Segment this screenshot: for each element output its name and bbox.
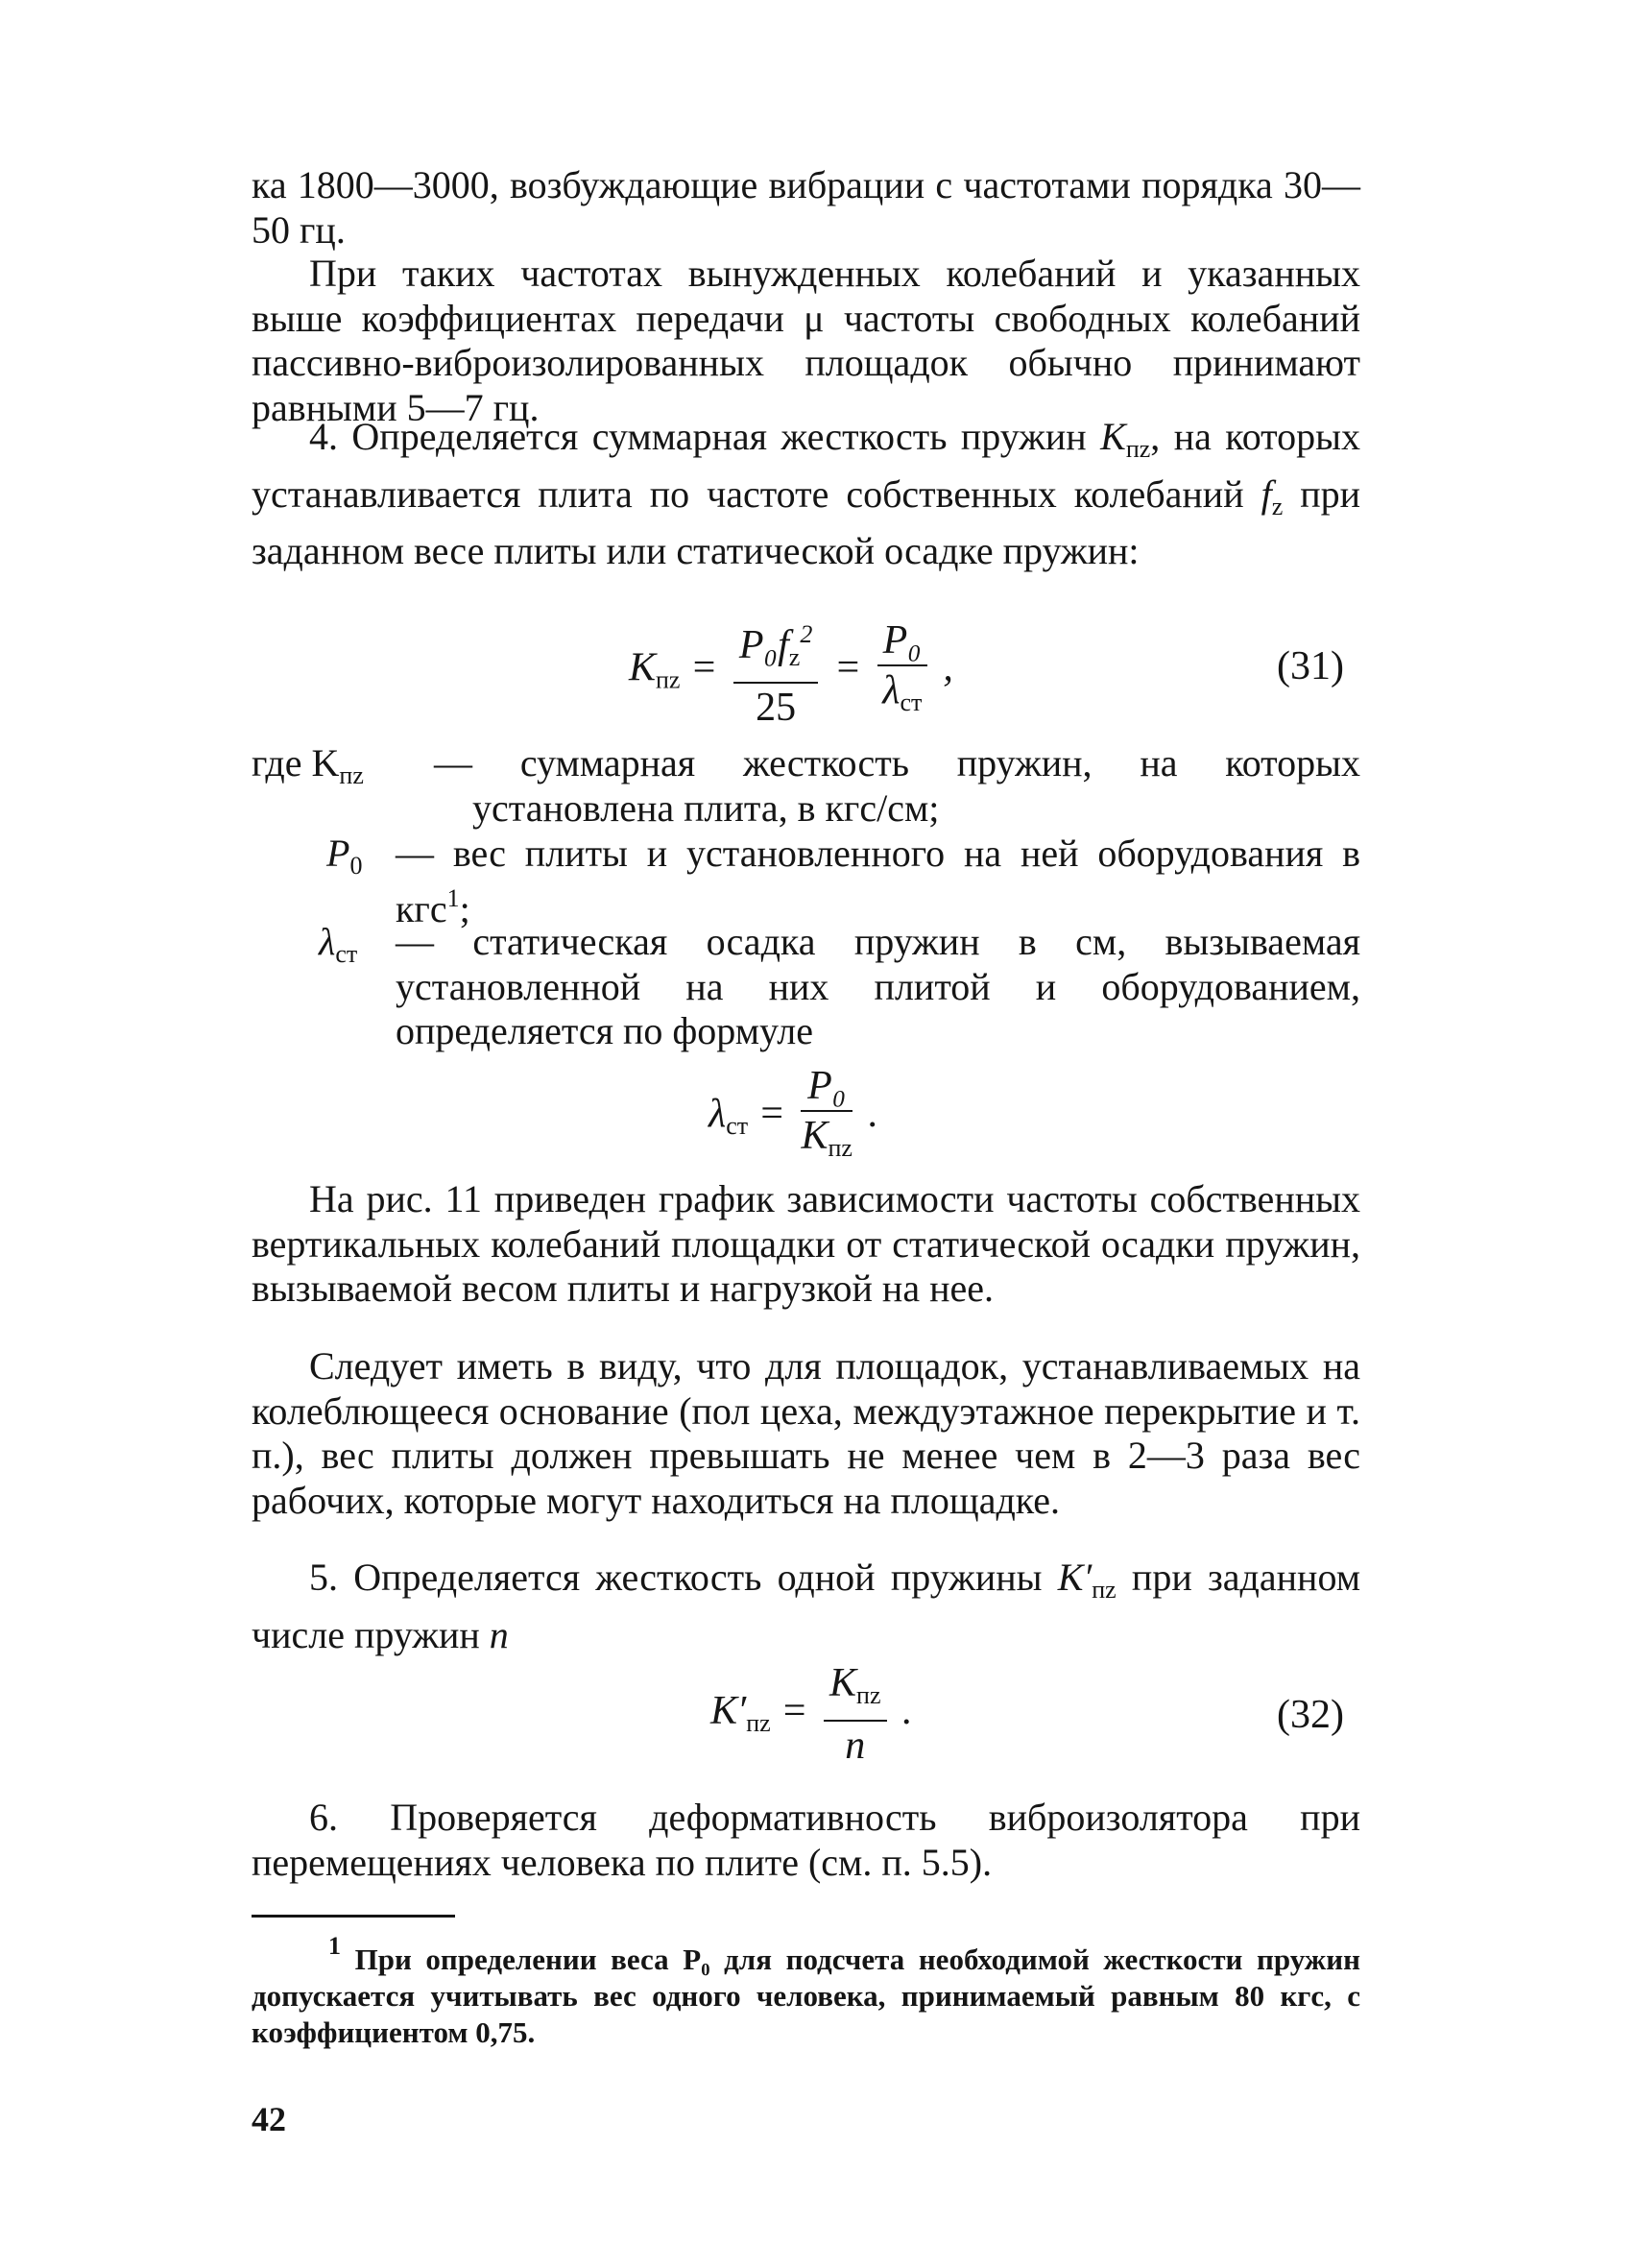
- fraction-p0fz2-over-25: $\frac{P_0f_z^2}{25}$: [733, 613, 818, 730]
- fraction-k-over-n: $\frac{K_{пz}}{n}$: [824, 1661, 886, 1768]
- paragraph-note: Следует иметь в виду, что для площадок, устанавливаемых на колеблющееся основание (пол цеха, междуэтажное перекрытие и т. п.), вес плиты должен превышать не менее чем в 2—3 раза вес рабочих, которые могут находиться на площадке.: [252, 1344, 1360, 1522]
- fraction-p0-over-lambda: $\frac{\text{P₀}}{\lambda_{ст}}$: [877, 618, 927, 725]
- footnote: $^1$ При определении веса P₀ для подсчета необходимой жесткости пружин допускается учитывать вес одного человека, принимаемый равным 80 кгс, с коэффициентом 0,75.: [252, 1932, 1360, 2049]
- definition-lambda: $\lambda_{ст}$ — статическая осадка пружин в см, вызываемая установленной на них плитой и оборудованием, определяется по формуле: [319, 920, 1361, 1052]
- paragraph-figure-11: На рис. 11 приведен график зависимости частоты собственных вертикальных колебаний площадки от статической осадки пружин, вызываемой весом плиты и нагрузкой на нее.: [252, 1177, 1360, 1310]
- equation-number-31: (31): [1277, 644, 1344, 688]
- paragraph-step-6: 6. Проверяется деформативность виброизолятора при перемещениях человека по плите (см. п. 5.5).: [252, 1796, 1360, 1884]
- equation-lambda: $\lambda_{ст}$ = $\frac{\text{P₀}}{K_{пz}}$ .: [708, 1064, 878, 1170]
- definition-k: где $K_{пz}$ — суммарная жесткость пружин, на которых установлена плита, в кгс/см;: [252, 741, 1361, 830]
- page-number: 42: [252, 2100, 286, 2138]
- footnote-rule: [252, 1915, 455, 1918]
- equation-32: $K'_{пz}$ = $\frac{K_{пz}}{n}$ .: [710, 1661, 913, 1768]
- paragraph-step-5: 5. Определяется жесткость одной пружины $K'_{пz}$ при заданном числе пружин n: [252, 1556, 1361, 1656]
- equation-number-32: (32): [1277, 1693, 1344, 1737]
- equation-31: $K_{пz}$ = $\frac{P_0f_z^2}{25}$ = $\frac{\text{P₀}}{\lambda_{ст}}$ ,: [629, 613, 953, 730]
- paragraph-frequencies: При таких частотах вынужденных колебаний и указанных выше коэффициентах передачи μ частоты свободных колебаний пассивно-виброизолированных площадок обычно принимают равными 5—7 гц.: [252, 252, 1360, 429]
- paragraph-continued: ка 1800—3000, возбуждающие вибрации с частотами порядка 30—50 гц.: [252, 163, 1360, 252]
- paragraph-step-4: 4. Определяется суммарная жесткость пружин $K_{пz}$, на которых устанавливается плита по частоте собственных колебаний $f_z$ при заданном весе плиты или статической осадке пружин:: [252, 415, 1361, 572]
- fraction-p0-over-k: $\frac{\text{P₀}}{K_{пz}}$: [801, 1064, 853, 1162]
- definition-p0: $P_0$ — вес плиты и установленного на ней оборудования в кгс$^1$;: [326, 832, 1361, 930]
